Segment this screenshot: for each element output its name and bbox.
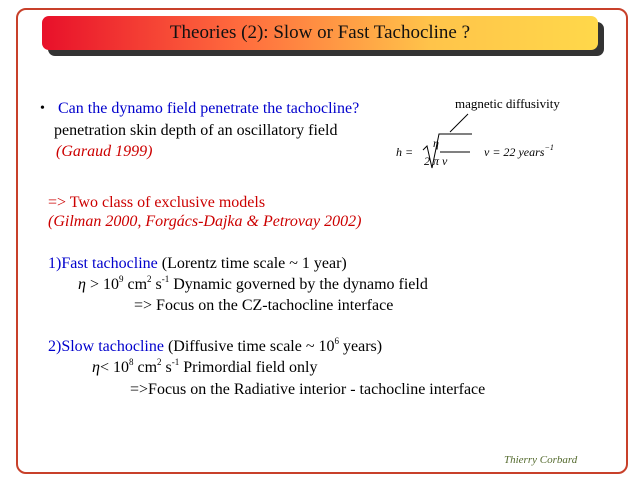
formula-numerator: η bbox=[433, 136, 439, 150]
reference-garaud: (Garaud 1999) bbox=[56, 143, 153, 160]
magnetic-diffusivity-label: magnetic diffusivity bbox=[455, 96, 560, 111]
reference-gilman: (Gilman 2000, Forgács-Dajka & Petrovay 2002) bbox=[48, 213, 362, 230]
formula-h: h = bbox=[396, 145, 414, 159]
annotation-arrow bbox=[450, 114, 468, 132]
formula-denominator: 2 π ν bbox=[424, 154, 448, 168]
question-text: Can the dynamo field penetrate the tachocline? bbox=[58, 100, 360, 117]
slow-condition-line: $\eta< 10^8$ $cm^2$ $s^{-1}$ Primordial field only bbox=[92, 357, 318, 376]
fast-focus-line: => Focus on the CZ-tachocline interface bbox=[134, 297, 394, 314]
two-class-heading: => Two class of exclusive models bbox=[48, 194, 266, 211]
slow-focus-line: =>Focus on the Radiative interior - tachocline interface bbox=[130, 381, 486, 398]
author-footer: Thierry Corbard bbox=[504, 454, 578, 466]
formula-nu: ν = 22 years$^{-1}$ bbox=[484, 143, 554, 159]
slide-title-text: Theories (2): Slow or Fast Tachocline ? bbox=[169, 22, 471, 43]
fast-tachocline-line: 1)Fast tachocline (Lorentz time scale ~ 1 year) bbox=[48, 255, 347, 272]
bullet-marker: • bbox=[40, 101, 45, 116]
slow-tachocline-line: 2)Slow tachocline (Diffusive time scale ~ $10^6$ years) bbox=[48, 336, 383, 355]
fast-condition-line: $\eta > 10^9$ $cm^2$ $s^{-1}$ Dynamic governed by the dynamo field bbox=[78, 274, 428, 293]
slide-frame bbox=[16, 8, 628, 474]
slow-tachocline-label: 2)Slow tachocline bbox=[48, 338, 164, 355]
skin-depth-text: penetration skin depth of an oscillatory field bbox=[54, 122, 338, 139]
fast-tachocline-label: 1)Fast tachocline bbox=[48, 255, 158, 272]
slide-title bbox=[42, 16, 598, 50]
